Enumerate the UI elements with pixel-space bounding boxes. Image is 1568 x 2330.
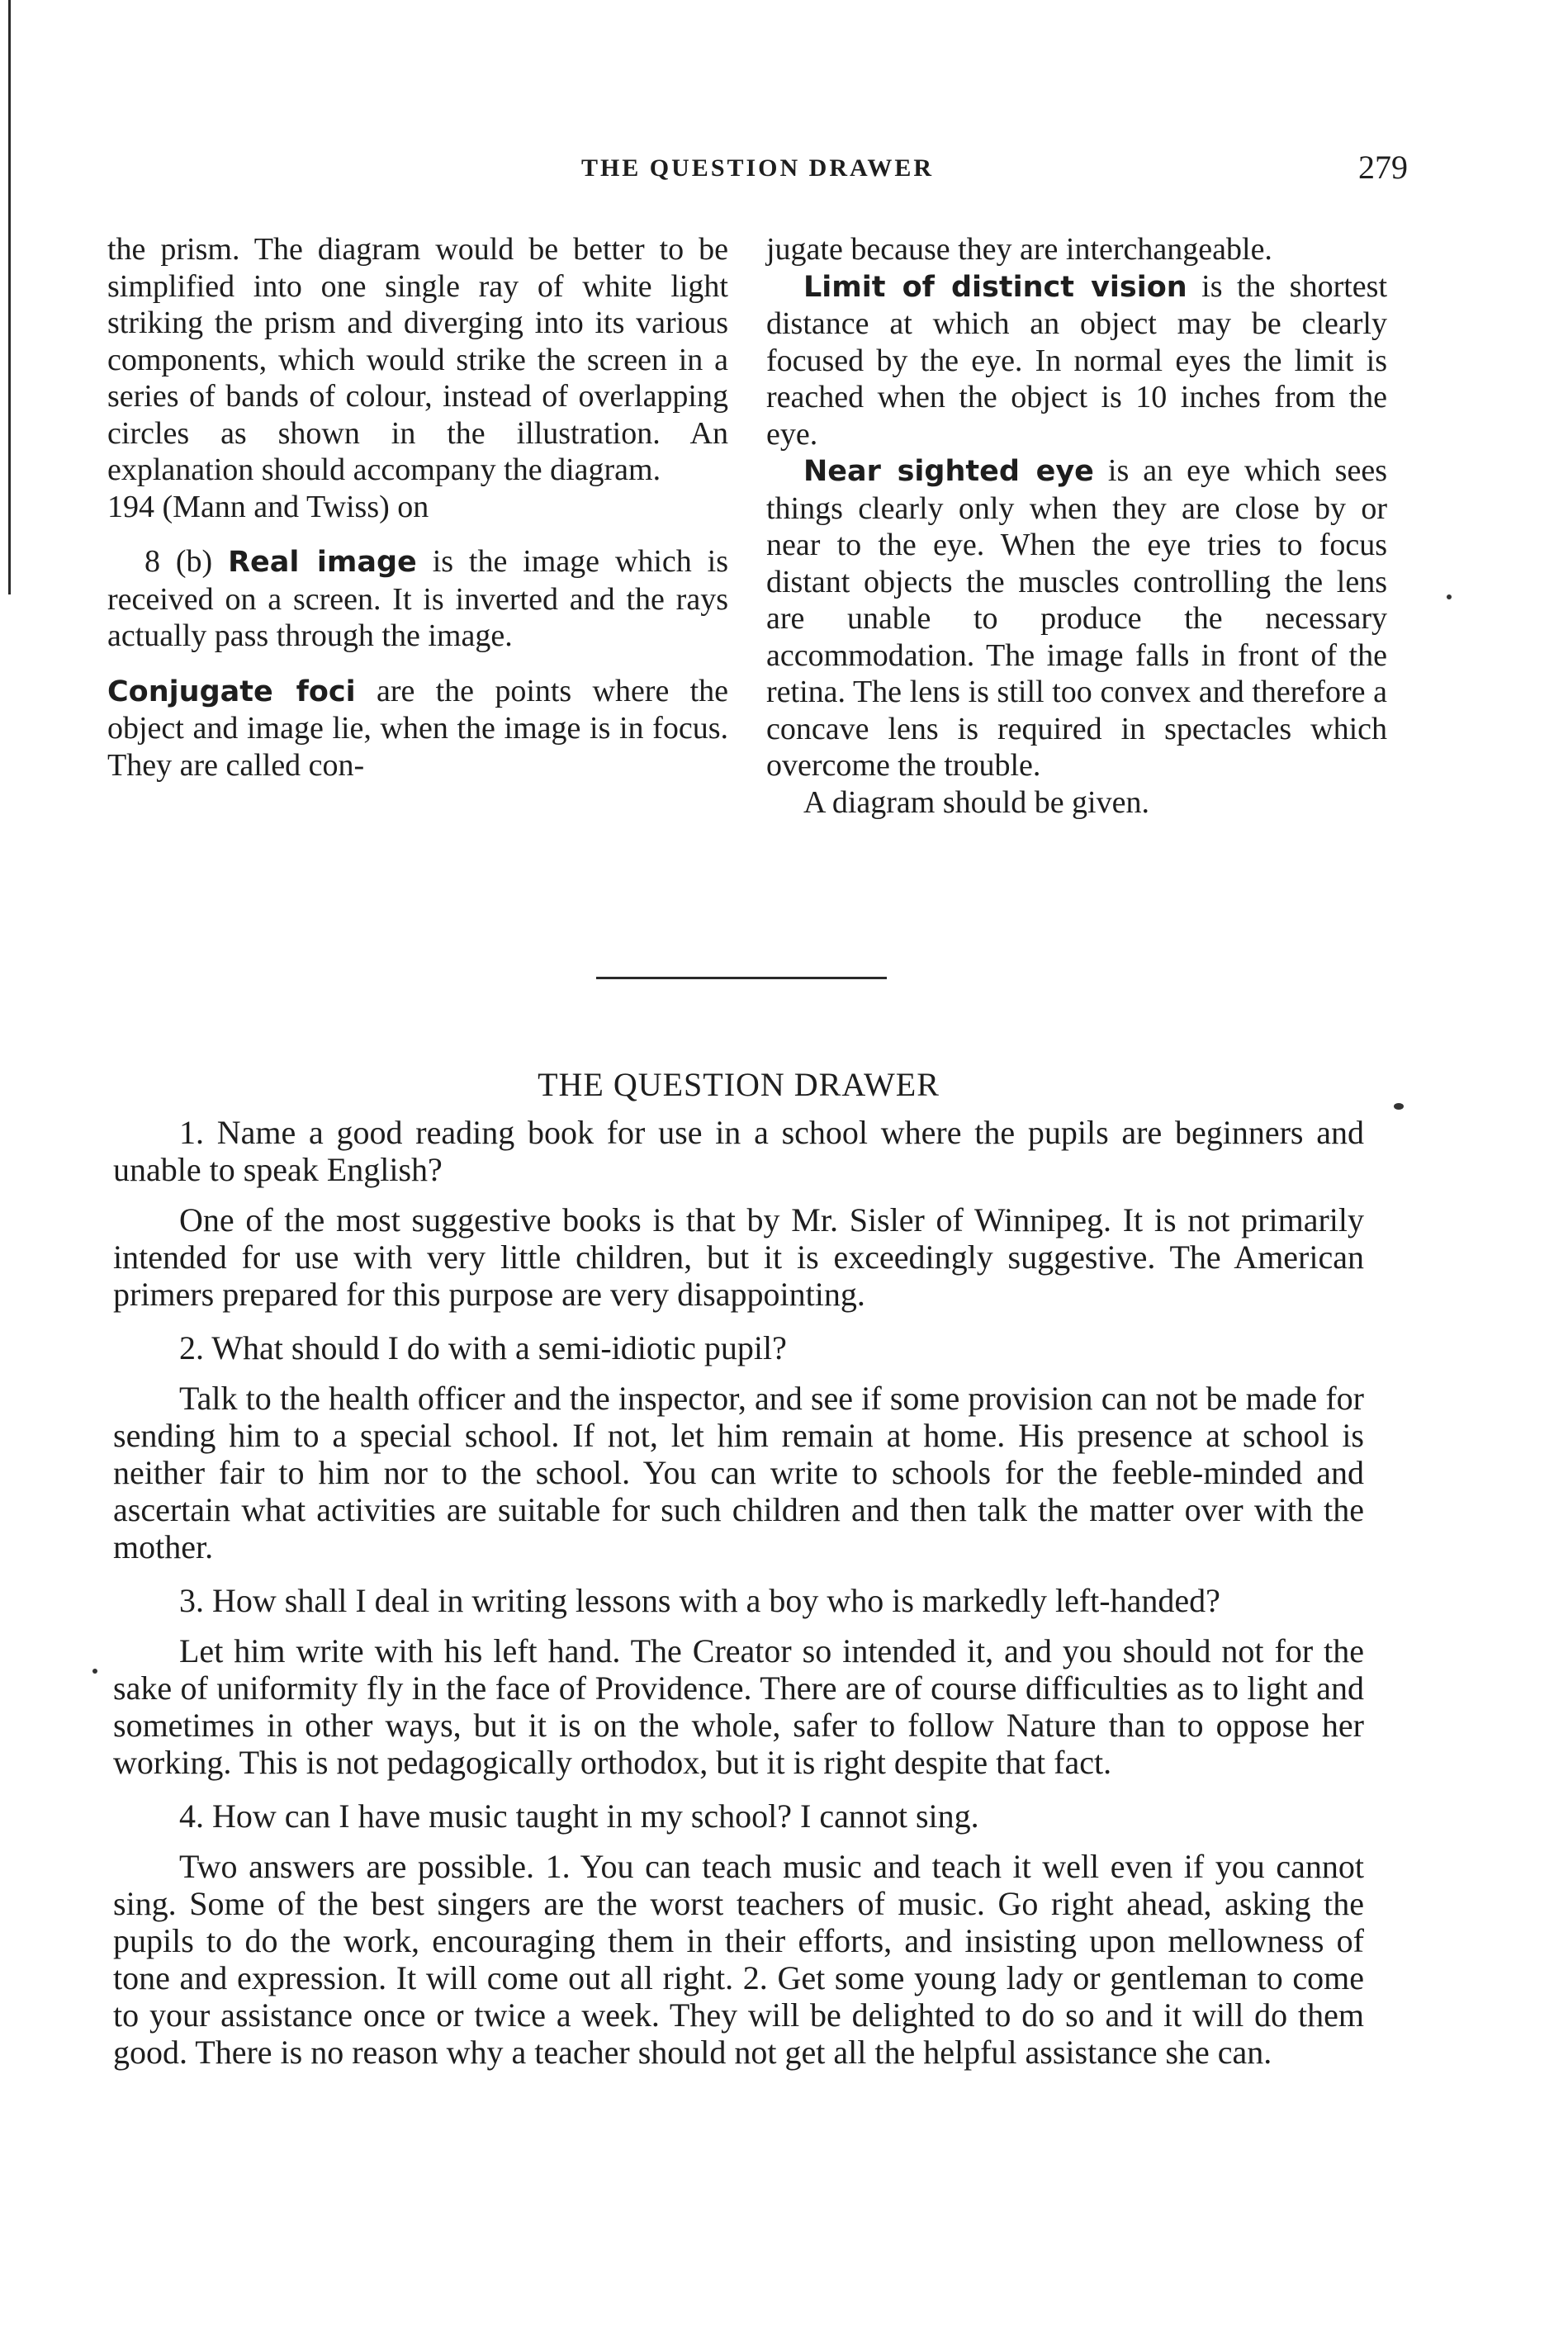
stray-mark bbox=[92, 1669, 97, 1674]
question-3: 3. How shall I deal in writing lessons with a boy who is markedly left-handed? bbox=[179, 1582, 1220, 1619]
running-head bbox=[107, 149, 1408, 196]
definition-real-image: is the image which is received on a screen. It is inverted and the rays actually pass through the image. bbox=[107, 544, 729, 653]
stray-mark bbox=[1447, 594, 1452, 599]
right-paragraph-near-sighted bbox=[766, 452, 1387, 784]
question-drawer-section bbox=[113, 1065, 1364, 2071]
right-column bbox=[766, 231, 1387, 821]
term-real-image: Real image bbox=[228, 546, 417, 579]
running-title: THE QUESTION DRAWER bbox=[580, 154, 935, 182]
right-paragraph-limit-vision bbox=[766, 268, 1387, 453]
answer-1: One of the most suggestive books is that by Mr. Sisler of Winnipeg. It is not primarily intended for use with very little children, but it is exceedingly suggestive. The American primers prepared for this purpose are very disappointing. bbox=[113, 1201, 1364, 1313]
left-column bbox=[107, 231, 728, 784]
answer-3: Let him write with his left hand. The Creator so intended it, and you should not for the sake of uniformity fly in the face of Providence. There are of course difficulties as to light and sometimes in other ways, but it is on the whole, safer to follow Nature than to oppose her working. This is not pedagogically orthodox, but it is right despite that fact. bbox=[113, 1632, 1364, 1781]
question-number: 8 (b) bbox=[144, 544, 213, 579]
right-paragraph-diagram-note: A diagram should be given. bbox=[803, 784, 1149, 820]
left-paragraph-real-image bbox=[107, 543, 728, 655]
page-edge-mark bbox=[8, 0, 11, 594]
question-4: 4. How can I have music taught in my school? I cannot sing. bbox=[179, 1797, 979, 1835]
stray-mark bbox=[1394, 1103, 1404, 1110]
left-paragraph-conjugate-foci bbox=[107, 673, 728, 784]
term-limit-distinct-vision: Limit of distinct vision bbox=[803, 270, 1187, 304]
question-1: 1. Name a good reading book for use in a school where the pupils are beginners and unable to speak English? bbox=[113, 1114, 1364, 1188]
definition-limit-distinct-vision: is the shortest distance at which an object may be clearly focused by the eye. In normal eyes the limit is reached when the object is 10 inches from the eye. bbox=[766, 268, 1388, 452]
definition-near-sighted-eye: is an eye which sees things clearly only when they are close by or near to the eye. When the eye tries to focus distant objects the muscles controlling the lens are unable to produce the necessary accommodation. The image falls in front of the retina. The lens is still too convex and therefore a concave lens is required in spectacles which overcome the trouble. bbox=[766, 453, 1387, 783]
right-paragraph-conjugate-continued: jugate because they are interchangeable. bbox=[766, 232, 1272, 267]
left-paragraph-prism: the prism. The diagram would be better to be simplified into one single ray of white light striking the prism and diverging into its various components, which would strike the screen in a series of bands of colour, instead of overlapping circles as shown in the illustration. An explanation should accompany the diagram. bbox=[107, 232, 728, 487]
section-title: THE QUESTION DRAWER bbox=[538, 1066, 940, 1103]
term-conjugate-foci: Conjugate foci bbox=[107, 675, 356, 708]
left-paragraph-reference: 194 (Mann and Twiss) on bbox=[107, 489, 429, 524]
answer-4: Two answers are possible. 1. You can teach music and teach it well even if you cannot sing. Some of the best singers are the worst teachers of music. Go right ahead, asking the pupils to do the work, encouraging them in their efforts, and insisting upon mellowness of tone and expression. It will come out all right. 2. Get some young lady or gentleman to come to your assistance once or twice a week. They will be delighted to do so and it will do them good. There is no reason why a teacher should not get all the helpful assistance she can. bbox=[113, 1848, 1364, 2071]
question-2: 2. What should I do with a semi-idiotic pupil? bbox=[179, 1329, 787, 1366]
section-divider bbox=[596, 977, 887, 979]
term-near-sighted-eye: Near sighted eye bbox=[803, 455, 1094, 488]
answer-2: Talk to the health officer and the inspector, and see if some provision can not be made for sending him to a special school. If not, let him remain at home. His presence at school is neither fair to him nor to the school. You can write to schools for the feeble-minded and ascertain what activities are suitable for such children and then talk the matter over with the mother. bbox=[113, 1380, 1364, 1565]
page-number: 279 bbox=[1358, 149, 1408, 186]
definition-conjugate-foci: are the points where the object and image lie, when the image is in focus. They are called con- bbox=[107, 673, 729, 783]
